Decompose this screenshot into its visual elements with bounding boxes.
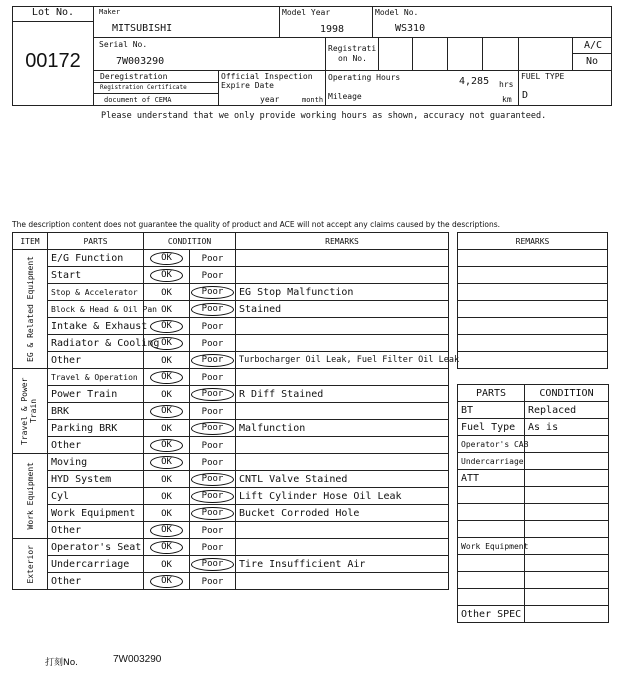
right-remarks-table: [457, 232, 608, 369]
poor-circled: Poor: [191, 354, 235, 367]
rt-condition: [525, 521, 609, 538]
part-name: Undercarriage: [48, 556, 144, 573]
condition-row: [13, 352, 449, 369]
rt-condition: [525, 555, 609, 572]
rt-condition: [525, 504, 609, 521]
ac-value: No: [586, 56, 599, 67]
poor-label: Poor: [201, 525, 224, 536]
rt-row: [458, 487, 609, 504]
rt-part: ATT: [458, 470, 525, 487]
cema-label: document of CEMA: [104, 96, 172, 104]
registration-certificate-label: Registration Certificate: [100, 84, 187, 91]
ok-circled: OK: [150, 456, 183, 469]
ok-circled: OK: [150, 252, 183, 265]
part-name: Operator's Seat: [48, 539, 144, 556]
rt-part: Other SPEC: [458, 606, 525, 623]
poor-label: Poor: [201, 542, 224, 553]
poor-label: Poor: [201, 270, 224, 281]
remark-cell: [236, 573, 449, 590]
remark-cell: EG Stop Malfunction: [236, 284, 449, 301]
poor-cell: [190, 352, 236, 369]
part-name: Radiator & Cooling: [48, 335, 144, 352]
remark-cell: Turbocharger Oil Leak, Fuel Filter Oil Leak: [236, 352, 449, 369]
poor-cell: [190, 556, 236, 573]
poor-label: Poor: [201, 253, 224, 264]
poor-cell: [190, 522, 236, 539]
rt-condition: [525, 589, 609, 606]
rt-condition: [525, 606, 609, 623]
rt-row: [458, 402, 609, 419]
ok-label: OK: [161, 559, 172, 570]
condition-row: [13, 454, 449, 471]
condition-row: [13, 386, 449, 403]
poor-label: Poor: [201, 372, 224, 383]
ok-cell: [144, 454, 190, 471]
part-name: Moving: [48, 454, 144, 471]
right-remarks-row: [458, 335, 608, 352]
ok-label: OK: [161, 389, 172, 400]
ok-cell: [144, 386, 190, 403]
parts-condition-table: [457, 384, 609, 623]
remark-cell: Lift Cylinder Hose Oil Leak: [236, 488, 449, 505]
rt-part: [458, 504, 525, 521]
part-name: E/G Function: [48, 250, 144, 267]
km-label: km: [502, 95, 512, 104]
part-name: Other: [48, 352, 144, 369]
remark-cell: [236, 403, 449, 420]
ok-label: OK: [161, 304, 172, 315]
condition-row: [13, 522, 449, 539]
operating-hours-label: Operating Hours: [328, 73, 401, 82]
ok-label: OK: [161, 508, 172, 519]
section-label: [13, 539, 48, 590]
registration-cell: [325, 37, 326, 70]
ok-circled: OK: [150, 575, 183, 588]
section-label: [13, 369, 48, 454]
hrs-label: hrs: [499, 80, 514, 89]
inspection-label-2: Expire Date: [221, 81, 274, 90]
poor-cell: [190, 250, 236, 267]
dereg-line-1: [94, 82, 218, 83]
disclaimer: The description content does not guarantee the quality of product and ACE will not accept any claims caused by the descriptions.: [12, 220, 501, 229]
model-year-cell: [279, 6, 280, 37]
section-label-text: EG & Related Equipment: [25, 256, 35, 362]
hours-notice: Please understand that we only provide working hours as shown, accuracy not guaranteed.: [101, 111, 547, 121]
rt-condition: Replaced: [525, 402, 609, 419]
condition-row: [13, 369, 449, 386]
serial-label: Serial No.: [99, 40, 148, 49]
remark-cell: CNTL Valve Stained: [236, 471, 449, 488]
remark-cell: [236, 369, 449, 386]
ok-circled: OK: [150, 371, 183, 384]
remark-cell: [236, 250, 449, 267]
poor-cell: [190, 386, 236, 403]
rt-part: [458, 555, 525, 572]
fuel-cell: [518, 70, 519, 106]
ok-cell: [144, 403, 190, 420]
poor-label: Poor: [201, 406, 224, 417]
part-name: Block & Head & Oil Pan: [48, 301, 144, 318]
ok-cell: [144, 488, 190, 505]
condition-row: [13, 335, 449, 352]
inspection-label-1: Official Inspection: [221, 72, 313, 81]
rt-part: [458, 589, 525, 606]
condition-row: [13, 301, 449, 318]
right-remarks-row: [458, 318, 608, 335]
condition-row: [13, 250, 449, 267]
ok-circled: OK: [150, 439, 183, 452]
mileage-label: Mileage: [328, 92, 362, 101]
poor-cell: [190, 471, 236, 488]
ok-cell: [144, 318, 190, 335]
part-name: Parking BRK: [48, 420, 144, 437]
poor-cell: [190, 505, 236, 522]
right-remarks-row: [458, 250, 608, 267]
row1-bottom: [94, 37, 612, 38]
rt-condition-header: CONDITION: [525, 385, 609, 402]
rt-part: Work Equipment: [458, 538, 525, 555]
maker-label: Maker: [99, 8, 121, 16]
section-label-text: Travel & Power Train: [20, 377, 38, 445]
rt-part: [458, 521, 525, 538]
row2-bottom: [94, 70, 612, 71]
ok-circled: OK: [150, 524, 183, 537]
part-name: Intake & Exhaust: [48, 318, 144, 335]
parts-header: PARTS: [48, 233, 144, 250]
rt-row: [458, 572, 609, 589]
poor-circled: Poor: [191, 422, 235, 435]
rt-condition: [525, 538, 609, 555]
ok-cell: [144, 522, 190, 539]
lot-no-value: 00172: [25, 50, 81, 72]
poor-label: Poor: [201, 576, 224, 587]
rt-part: BT: [458, 402, 525, 419]
rt-part: Operator's CAB: [458, 436, 525, 453]
condition-row: [13, 318, 449, 335]
section-label-text: Exterior: [25, 544, 35, 584]
registration-label-1: Registrati: [328, 44, 377, 53]
lot-divider: [12, 21, 94, 22]
item-header: ITEM: [13, 233, 48, 250]
remark-cell: R Diff Stained: [236, 386, 449, 403]
rt-condition: [525, 453, 609, 470]
condition-row: [13, 267, 449, 284]
section-label: [13, 250, 48, 369]
ok-cell: [144, 471, 190, 488]
right-remarks-row: [458, 284, 608, 301]
ok-cell: [144, 573, 190, 590]
model-year-value: 1998: [320, 24, 345, 35]
remark-cell: Malfunction: [236, 420, 449, 437]
rt-condition: [525, 436, 609, 453]
ok-label: OK: [161, 474, 172, 485]
poor-circled: Poor: [191, 490, 235, 503]
condition-row: [13, 420, 449, 437]
condition-row: [13, 403, 449, 420]
rt-part: Undercarriage: [458, 453, 525, 470]
model-year-label: Model Year: [282, 8, 331, 17]
rt-condition: [525, 572, 609, 589]
right-remarks-row: [458, 267, 608, 284]
rt-row: [458, 606, 609, 623]
ok-label: OK: [161, 491, 172, 502]
stamp-value: 7W003290: [113, 654, 162, 665]
ok-cell: [144, 420, 190, 437]
rt-row: [458, 538, 609, 555]
model-no-cell: [372, 6, 373, 37]
rt-condition: As is: [525, 419, 609, 436]
inspection-cell: [218, 70, 219, 106]
poor-cell: [190, 318, 236, 335]
registration-label-2: on No.: [338, 54, 367, 63]
poor-cell: [190, 539, 236, 556]
rt-condition: [525, 470, 609, 487]
model-no-label: Model No.: [375, 8, 419, 17]
right-remarks-header: REMARKS: [458, 233, 608, 250]
stamp-label: 打刻No.: [45, 658, 78, 668]
part-name: HYD System: [48, 471, 144, 488]
poor-label: Poor: [201, 440, 224, 451]
part-name: Other: [48, 437, 144, 454]
condition-row: [13, 284, 449, 301]
poor-cell: [190, 335, 236, 352]
rt-row: [458, 419, 609, 436]
lot-no-label: Lot No.: [31, 7, 75, 18]
ok-circled: OK: [150, 337, 183, 350]
deregistration-label: Deregistration: [100, 72, 168, 81]
maker-value: MITSUBISHI: [112, 23, 173, 34]
part-name: Cyl: [48, 488, 144, 505]
reg-box-4: [482, 37, 483, 70]
month-label: month: [302, 96, 324, 104]
rt-condition: [525, 487, 609, 504]
ok-circled: OK: [150, 320, 183, 333]
reg-box-2: [412, 37, 413, 70]
part-name: Other: [48, 573, 144, 590]
poor-circled: Poor: [191, 388, 235, 401]
ok-cell: [144, 284, 190, 301]
reg-box-5: [518, 37, 519, 70]
poor-cell: [190, 284, 236, 301]
poor-circled: Poor: [191, 286, 235, 299]
poor-label: Poor: [201, 338, 224, 349]
ok-cell: [144, 437, 190, 454]
poor-cell: [190, 454, 236, 471]
rt-parts-header: PARTS: [458, 385, 525, 402]
serial-value: 7W003290: [116, 56, 165, 67]
ok-cell: [144, 369, 190, 386]
remark-cell: Stained: [236, 301, 449, 318]
remark-cell: [236, 454, 449, 471]
poor-cell: [190, 267, 236, 284]
poor-cell: [190, 488, 236, 505]
poor-label: Poor: [201, 457, 224, 468]
rt-row: [458, 436, 609, 453]
ok-cell: [144, 335, 190, 352]
ok-circled: OK: [150, 269, 183, 282]
reg-box-1: [378, 37, 379, 70]
dereg-line-2: [94, 93, 218, 94]
condition-row: [13, 471, 449, 488]
poor-cell: [190, 420, 236, 437]
poor-cell: [190, 573, 236, 590]
ok-cell: [144, 539, 190, 556]
condition-row: [13, 505, 449, 522]
operating-cell: [325, 70, 326, 106]
part-name: Other: [48, 522, 144, 539]
poor-cell: [190, 403, 236, 420]
part-name: BRK: [48, 403, 144, 420]
model-no-value: WS310: [395, 23, 426, 34]
condition-row: [13, 539, 449, 556]
poor-circled: Poor: [191, 507, 235, 520]
ok-cell: [144, 556, 190, 573]
remark-cell: [236, 267, 449, 284]
remark-cell: [236, 318, 449, 335]
condition-row: [13, 556, 449, 573]
poor-cell: [190, 437, 236, 454]
rt-part: [458, 487, 525, 504]
condition-header: CONDITION: [144, 233, 236, 250]
poor-label: Poor: [201, 321, 224, 332]
remarks-header: REMARKS: [236, 233, 449, 250]
section-label: [13, 454, 48, 539]
condition-table: [12, 232, 460, 590]
ok-cell: [144, 505, 190, 522]
ok-cell: [144, 352, 190, 369]
condition-row: [13, 573, 449, 590]
section-label-text: Work Equipment: [25, 462, 35, 530]
remark-cell: Tire Insufficient Air: [236, 556, 449, 573]
operating-hours-value: 4,285: [459, 76, 490, 87]
year-label: year: [260, 95, 280, 104]
remark-cell: [236, 437, 449, 454]
ok-label: OK: [161, 423, 172, 434]
fuel-type-label: FUEL TYPE: [521, 72, 565, 81]
right-remarks-row: [458, 301, 608, 318]
ok-cell: [144, 267, 190, 284]
ac-divider: [572, 53, 612, 54]
poor-cell: [190, 369, 236, 386]
part-name: Travel & Operation: [48, 369, 144, 386]
rt-part: [458, 572, 525, 589]
ok-label: OK: [161, 355, 172, 366]
part-name: Stop & Accelerator: [48, 284, 144, 301]
ok-circled: OK: [150, 541, 183, 554]
poor-circled: Poor: [191, 558, 235, 571]
ok-cell: [144, 250, 190, 267]
ac-label: A/C: [584, 40, 603, 51]
rt-row: [458, 521, 609, 538]
reg-box-3: [447, 37, 448, 70]
part-name: Start: [48, 267, 144, 284]
ok-circled: OK: [150, 405, 183, 418]
rt-part: Fuel Type: [458, 419, 525, 436]
poor-circled: Poor: [191, 303, 235, 316]
rt-row: [458, 589, 609, 606]
fuel-type-value: D: [522, 90, 529, 101]
right-remarks-row: [458, 352, 608, 369]
remark-cell: Bucket Corroded Hole: [236, 505, 449, 522]
ok-label: OK: [161, 287, 172, 298]
part-name: Power Train: [48, 386, 144, 403]
remark-cell: [236, 539, 449, 556]
rt-row: [458, 555, 609, 572]
rt-row: [458, 453, 609, 470]
poor-circled: Poor: [191, 473, 235, 486]
condition-row: [13, 437, 449, 454]
condition-row: [13, 488, 449, 505]
rt-row: [458, 504, 609, 521]
remark-cell: [236, 522, 449, 539]
remark-cell: [236, 335, 449, 352]
poor-cell: [190, 301, 236, 318]
part-name: Work Equipment: [48, 505, 144, 522]
rt-row: [458, 470, 609, 487]
